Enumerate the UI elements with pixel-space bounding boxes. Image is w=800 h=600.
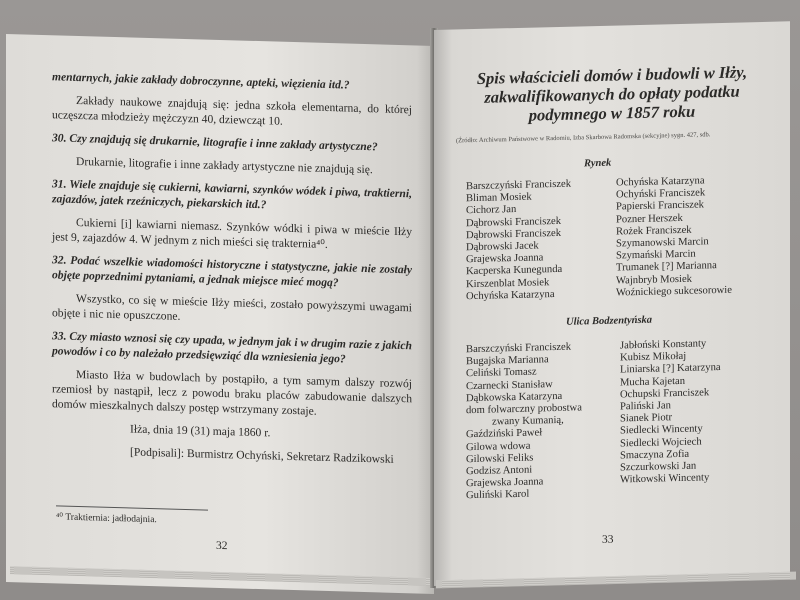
owner-name: Szymański Marcin (616, 248, 696, 262)
signature-date: Iłża, dnia 19 (31) maja 1860 r. (130, 422, 271, 440)
owner-name: Dąbrowski Franciszek (466, 215, 562, 229)
owner-name: Gaździński Paweł (466, 427, 543, 441)
owner-name: Paliński Jan (620, 400, 671, 413)
owner-name: Sianek Piotr (620, 412, 673, 425)
left-page (6, 34, 434, 594)
footnote: ⁴⁰ Traktiernia: jadłodajnia. (56, 512, 157, 526)
owner-name: Grajewska Joanna (466, 252, 544, 266)
owner-name: Ochyński Franciszek (616, 187, 706, 201)
owner-name: Szczurkowski Jan (620, 460, 697, 474)
owner-name: Czarnecki Stanisław (466, 378, 553, 392)
answer-paragraph: Drukarnie, litografie i inne zakłady artystyczne nie znajdują się. (76, 154, 373, 177)
list-title: Spis właścicieli domów i budowli w Iłży, zakwalifikowanych do opłaty podatku podymnego w 1857 roku (476, 62, 748, 125)
bodzentynska-names-right (620, 338, 721, 487)
owner-name: Smaczyna Zofia (620, 448, 690, 462)
owner-name: Szymanowski Marcin (616, 236, 709, 250)
question-paragraph: 30. Czy znajdują się drukarnie, litografie i inne zakłady artystyczne? (52, 131, 378, 154)
owner-name: Gilowski Feliks (466, 452, 534, 466)
owner-name: Pozner Herszek (616, 212, 683, 226)
right-page (434, 21, 790, 586)
owner-name: Wajnbryb Mosiek (616, 273, 692, 287)
answer-paragraph: Wszystko, co się w mieście Iłży mieści, zostało powyższymi uwagami objęte i nic nie opuszczone. (52, 291, 412, 323)
owner-name: Grajewska Joanna (466, 476, 544, 490)
section-heading-bodzentynska: Ulica Bodzentyńska (566, 314, 653, 328)
section-heading-rynek: Rynek (584, 157, 612, 170)
owner-name: Liniarska [?] Katarzyna (620, 362, 721, 376)
page-number-right: 33 (602, 533, 614, 546)
owner-name: Barszczyński Franciszek (466, 178, 572, 193)
owner-name: Kubisz Mikołaj (620, 351, 687, 364)
owner-name: Mucha Kajetan (620, 375, 686, 389)
owner-name: Papierski Franciszek (616, 199, 704, 213)
owner-name: Rożek Franciszek (616, 224, 692, 238)
owner-name: Siedlecki Wincenty (620, 423, 703, 437)
owner-name: Ochupski Franciszek (620, 387, 710, 401)
owner-name: Godzisz Antoni (466, 464, 533, 478)
answer-paragraph: Miasto Iłża w budowlach by postąpiło, a tym samym dalszy rozwój rzemiosł by nastąpił, lecz z powodu braku placów zabudowanie dalszych domów mieszkalnych dalszy postęp wstrzymany zostaje. (52, 367, 412, 418)
owner-name: Cichorz Jan (466, 204, 517, 217)
left-page-text (52, 69, 412, 475)
owner-name: Ochyńska Katarzyna (616, 175, 705, 189)
owner-name: Witkowski Wincenty (620, 472, 710, 486)
question-paragraph: 33. Czy miasto wznosi się czy upada, w jednym jak i w drugim razie z jakich powodów i co by należało przedsięwziąć dla wzniesienia jego? (52, 329, 412, 366)
footnote-rule (56, 505, 208, 510)
question-paragraph: mentarnych, jakie zakłady dobroczynne, apteki, więzienia itd.? (52, 70, 350, 92)
owner-name: zwany Kumanią, (492, 415, 564, 428)
owner-name: Dąbrowski Jacek (466, 240, 539, 254)
rynek-names-right (616, 175, 732, 300)
owner-name: Ochyńska Katarzyna (466, 288, 555, 303)
question-paragraph: 32. Podać wszelkie wiadomości historyczne i statystyczne, jakie nie zostały objęte poprzednimi pytaniami, a jednak miejsce mieć mogą? (52, 253, 412, 290)
owner-name: Dąbrowski Franciszek (466, 227, 562, 242)
page-number-left: 32 (216, 539, 228, 553)
owner-name: Kirszenblat Mosiek (466, 276, 550, 290)
owner-name: Celiński Tomasz (466, 366, 537, 380)
signature-names: [Podpisali]: Burmistrz Ochyński, Sekretarz Radzikowski (130, 445, 394, 466)
source-note: (Źródło: Archiwum Państwowe w Radomiu, Izba Skarbowa Radomska (sekcyjne) sygn. 427, sdb. (456, 131, 711, 145)
owner-name: Dąbkowska Katarzyna (466, 390, 563, 405)
owner-name: Gilowa wdowa (466, 440, 531, 453)
owner-name: Barszczyński Franciszek (466, 341, 572, 356)
rynek-names-left (466, 179, 571, 304)
owner-name: Siedlecki Wojciech (620, 436, 702, 450)
owner-name: Trumanek [?] Marianna (616, 260, 717, 274)
owner-name: dom folwarczny probostwa (466, 402, 582, 417)
owner-name: Guliński Karol (466, 489, 530, 502)
bodzentynska-names-left (466, 341, 582, 502)
owner-name: Jabłoński Konstanty (620, 338, 707, 352)
owner-name: Kacperska Kunegunda (466, 264, 563, 278)
owner-name: Bugajska Marianna (466, 354, 549, 368)
answer-paragraph: Zakłady naukowe znajdują się: jedna szkoła elementarna, do której uczęszcza młodzieży mężczyzn 40, dziewcząt 10. (52, 93, 412, 128)
question-paragraph: 31. Wiele znajduje się cukierni, kawiarni, szynków wódek i piwa, traktierni, zajazdów, jatek rzeźniczych, piekarskich itd.? (52, 177, 412, 212)
answer-paragraph: Cukierni [i] kawiarni niemasz. Szynków wódki i piwa w mieście Iłży jest 9, zajazdów 4. W jednym z nich mieści się trakternia⁴⁰. (52, 215, 412, 251)
owner-name: Bliman Mosiek (466, 191, 532, 205)
owner-name: Woźnickiego sukcesorowie (616, 284, 732, 299)
